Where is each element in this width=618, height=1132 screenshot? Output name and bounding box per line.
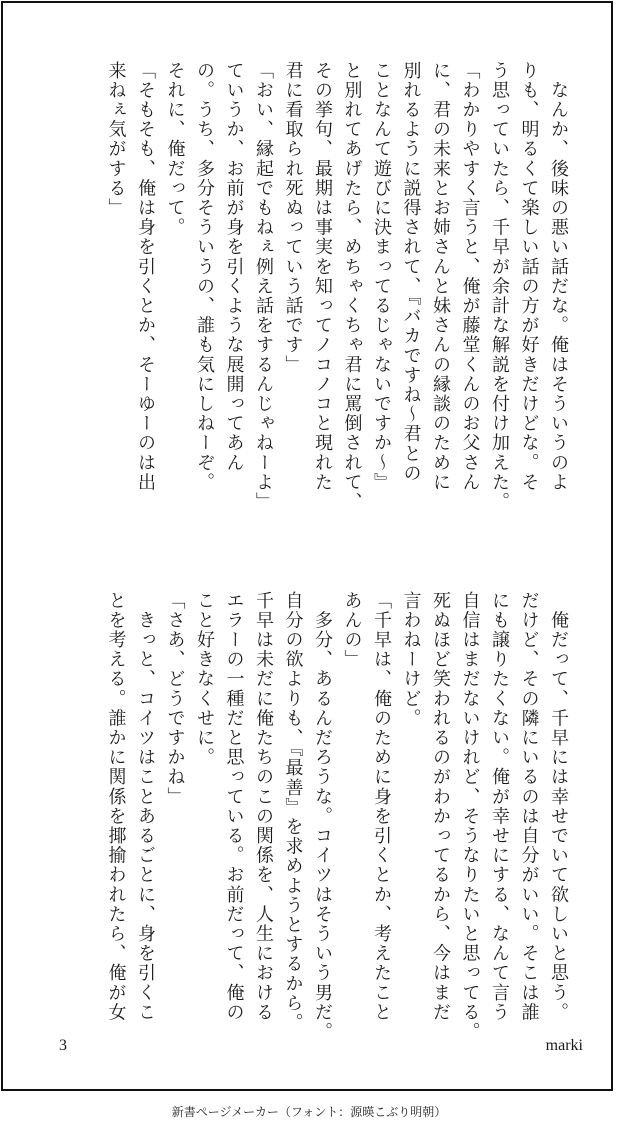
lower-text-block — [53, 591, 573, 1061]
text-line: 「さあ、どうですかね」 — [164, 591, 186, 807]
text-line: あんの」 — [341, 591, 363, 670]
text-line: 千早は未だに俺たちのこの関係を、人生における — [253, 591, 274, 1023]
text-line: にも譲りたくない。俺が幸せにする、なんて言う — [489, 591, 510, 1023]
text-line: 自分の欲よりも、『最善』を求めようとするから。 — [282, 591, 304, 1033]
text-line: ことなんて遊びに決まってるじゃないですか～』 — [371, 61, 392, 493]
text-line: 君に看取られ死ぬっていう話です」 — [282, 61, 304, 375]
text-line: 多分、あるんだろうな。コイツはそういう男だ。 — [312, 591, 333, 1042]
text-line: 来ねぇ気がする」 — [105, 61, 127, 218]
text-line: だけど、その隣にいるのは自分がいい。そこは誰 — [518, 591, 540, 1023]
text-line: と別れてあげたら、めちゃくちゃ君に罵倒されて、 — [341, 61, 363, 512]
text-line: 「おい、縁起でもねぇ例え話をするんじゃねーよ」 — [253, 61, 274, 512]
text-line: その挙句、最期は事実を知ってノコノコと現れた — [312, 61, 333, 493]
text-line: 「そもそも、俺は身を引くとか、そーゆーのは出 — [135, 61, 156, 493]
text-line: 言わねーけど。 — [400, 591, 422, 729]
text-line: ていうか、お前が身を引くような展開ってあん — [223, 61, 245, 473]
text-line: 自信はまだないけれど、そうなりたいと思ってる。 — [459, 591, 481, 1042]
text-line: それに、俺だって。 — [164, 61, 186, 238]
text-line: 俺だって、千早には幸せでいて欲しいと思う。 — [548, 591, 569, 1023]
text-line: 別れるように説得されて、『バカですね～君との — [400, 61, 422, 484]
author-name: marki — [545, 1037, 583, 1054]
text-line: に、君の未来とお姉さんと妹さんの縁談のために — [430, 61, 451, 493]
text-line: 死ぬほど笑われるのがわかってるから、今はまだ — [430, 591, 451, 1023]
text-line: こと好きなくせに。 — [194, 591, 215, 768]
text-line: エラーの一種だと思っている。お前だって、俺の — [223, 591, 245, 1023]
text-line: う思っていたら、千早が余計な解説を付け加えた。 — [489, 61, 510, 512]
text-line: きっと、コイツはことあるごとに、身を引くこ — [135, 591, 156, 1023]
footer-credit: 新書ページメーカー（フォント：源暎こぶり明朝） — [171, 1105, 447, 1119]
text-line: なんか、後味の悪い話だな。俺はそういうのよ — [548, 61, 569, 493]
text-line: 「千早は、俺のために身を引くとか、考えたこと — [371, 591, 392, 1023]
text-line: 「わかりやすく言うと、俺が藤堂くんのお父さん — [459, 61, 481, 493]
text-line: りも、明るくて楽しい話の方が好きだけどな。そ — [518, 61, 540, 493]
page-frame — [1, 1, 613, 1091]
text-line: とを考える。誰かに関係を揶揄われたら、俺が女 — [105, 591, 127, 1023]
upper-text-block — [53, 61, 573, 531]
text-line: の。うち、多分そういうの、誰も気にしねーぞ。 — [194, 61, 215, 493]
page-number: 3 — [59, 1037, 67, 1054]
